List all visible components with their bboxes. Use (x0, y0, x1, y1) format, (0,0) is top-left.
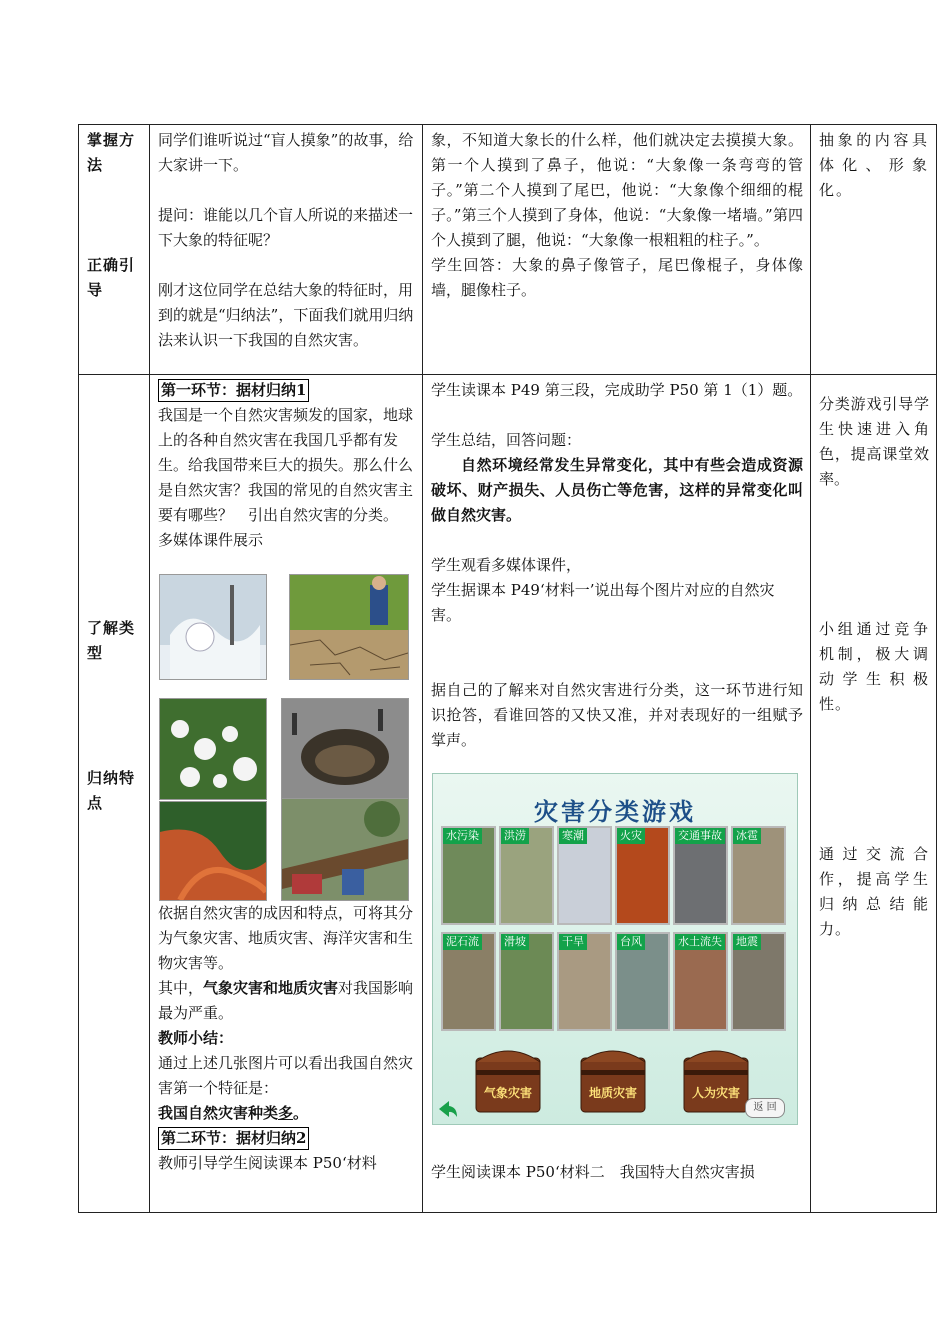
student-activity-cell-1 (423, 125, 811, 375)
card-landslide[interactable] (499, 932, 554, 1031)
back-button[interactable]: 返 回 (745, 1098, 785, 1118)
card-label: 交通事故 (675, 828, 725, 844)
summary-text: 通过上述几张图片可以看出我国自然灾害第一个特征是： (158, 1054, 414, 1097)
impact-text (158, 976, 415, 1026)
intent-cell-2 (811, 375, 937, 1213)
card-label: 滑坡 (501, 934, 529, 950)
back-arrow-icon[interactable] (437, 1098, 459, 1120)
photo-typhoon-damage (281, 798, 409, 901)
stage-label-types: 了解类型 (87, 619, 136, 662)
chest-man-made[interactable] (681, 1040, 751, 1114)
chest-label: 地质灾害 (588, 1086, 637, 1100)
chest-label: 人为灾害 (691, 1086, 740, 1100)
teacher-activity-cell-1 (150, 125, 423, 375)
feature-key: 多 (278, 1104, 294, 1122)
intent-cell-1 (811, 125, 937, 375)
treasure-chest-icon (578, 1040, 648, 1114)
impact-post: 对我国影响最为严重。 (158, 979, 414, 1022)
card-hail[interactable] (731, 826, 786, 925)
stage-cell-1 (79, 125, 150, 375)
impact-bold: 气象灾害和地质灾害 (203, 979, 339, 997)
photo-cold-wave (159, 574, 267, 680)
teacher-text: 同学们谁听说过“盲人摸象”的故事，给大家讲一下。 (158, 131, 414, 174)
card-label: 地震 (733, 934, 761, 950)
card-water-pollution[interactable] (441, 826, 496, 925)
intent-text: 小组通过竞争机制，极大调动学生积极性。 (819, 620, 929, 713)
chest-label: 气象灾害 (483, 1086, 532, 1100)
treasure-chest-icon (473, 1040, 543, 1114)
section2-heading: 第二环节：据材归纳2 (158, 1127, 309, 1150)
photo-hail (159, 698, 267, 800)
student-text: 象，不知道大象长的什么样，他们就决定去摸摸大象。第一个人摸到了鼻子，他说：“大象像一条弯弯的管子。”第二个人摸到了尾巴，他说：“大象像个细细的棍子。”第三个人摸到了身体，他说：“大象像一堵墙。”第四个人摸到了腿，他说：“大象像一根粗粗的柱子。”。 (431, 131, 803, 249)
stage-cell-2 (79, 375, 150, 1213)
student-summary: 学生总结，回答问题： (431, 431, 582, 449)
student-watch-2: 学生据课本 P49‘材料一’说出每个图片对应的自然灾害。 (431, 581, 775, 624)
game-title: 灾害分类游戏 (534, 797, 696, 826)
card-label: 水土流失 (675, 934, 725, 950)
card-typhoon[interactable] (615, 932, 670, 1031)
photo-landslide (159, 801, 267, 901)
feature-pre: 我国自然灾害种类 (158, 1104, 279, 1122)
teacher-text: 提问：谁能以几个盲人所说的来描述一下大象的特征呢？ (158, 206, 414, 249)
feature-end: 。 (293, 1104, 309, 1122)
stage-label-features: 归纳特点 (87, 769, 136, 812)
stage-label-method: 掌握方法 (87, 131, 136, 174)
stage-label-guide: 正确引导 (87, 256, 136, 299)
card-soil-erosion[interactable] (673, 932, 728, 1031)
student-classify: 据自己的了解来对自然灾害进行分类，这一环节进行知识抢答，看谁回答的又快又准，并对表现好的一组赋予掌声。 (431, 681, 803, 749)
card-drought[interactable] (557, 932, 612, 1031)
intent-text: 分类游戏引导学生快速进入角色，提高课堂效率。 (819, 395, 929, 488)
chest-geological[interactable] (578, 1040, 648, 1114)
card-cold-wave[interactable] (557, 826, 612, 925)
card-label: 水污染 (443, 828, 482, 844)
teacher-intro: 我国是一个自然灾害频发的国家，地球上的各种自然灾害在我国几乎都有发生。给我国带来巨大的损失。那么什么是自然灾害？我国的常见的自然灾害主要有哪些？ 引出自然灾害的分类。 (158, 406, 414, 524)
card-label: 干旱 (559, 934, 587, 950)
chest-meteorological[interactable] (473, 1040, 543, 1114)
classify-text: 依据自然灾害的成因和特点，可将其分为气象灾害、地质灾害、海洋灾害和生物灾害等。 (158, 904, 414, 972)
feature-text (158, 1101, 415, 1126)
card-label: 泥石流 (443, 934, 482, 950)
student-last: 学生阅读课本 P50‘材料二 我国特大自然灾害损 (431, 1163, 755, 1181)
intent-text: 抽象的内容具体化、形象化。 (819, 131, 929, 199)
card-label: 洪涝 (501, 828, 529, 844)
photo-sinkhole (281, 698, 409, 800)
card-fire[interactable] (615, 826, 670, 925)
student-watch-1: 学生观看多媒体课件， (431, 556, 582, 574)
student-text: 学生回答：大象的鼻子像管子，尾巴像棍子，身体像墙，腿像柱子。 (431, 256, 803, 299)
impact-pre: 其中， (158, 979, 204, 997)
photo-drought (289, 574, 409, 680)
row-method (79, 125, 937, 375)
section2-text: 教师引导学生阅读课本 P50‘材料 (158, 1154, 377, 1172)
multimedia-note: 多媒体课件展示 (158, 531, 264, 549)
section1-heading: 第一环节：据材归纳1 (158, 379, 309, 402)
student-read: 学生读课本 P49 第三段，完成助学 P50 第 1（1）题。 (431, 381, 803, 399)
card-label: 火灾 (617, 828, 645, 844)
summary-heading: 教师小结： (158, 1029, 234, 1047)
card-debris-flow[interactable] (441, 932, 496, 1031)
intent-text: 通过交流合作，提高学生归纳总结能力。 (819, 845, 929, 938)
disaster-classification-game (432, 773, 798, 1125)
card-label: 台风 (617, 934, 645, 950)
card-label: 冰雹 (733, 828, 761, 844)
disaster-definition: 自然环境经常发生异常变化，其中有些会造成资源破坏、财产损失、人员伤亡等危害，这样的异常变化叫做自然灾害。 (431, 456, 803, 524)
card-traffic-accident[interactable] (673, 826, 728, 925)
treasure-chest-icon (681, 1040, 751, 1114)
card-label: 寒潮 (559, 828, 587, 844)
card-earthquake[interactable] (731, 932, 786, 1031)
teacher-text: 刚才这位同学在总结大象的特征时，用到的就是“归纳法”，下面我们就用归纳法来认识一下我国的自然灾害。 (158, 281, 414, 349)
card-flood[interactable] (499, 826, 554, 925)
